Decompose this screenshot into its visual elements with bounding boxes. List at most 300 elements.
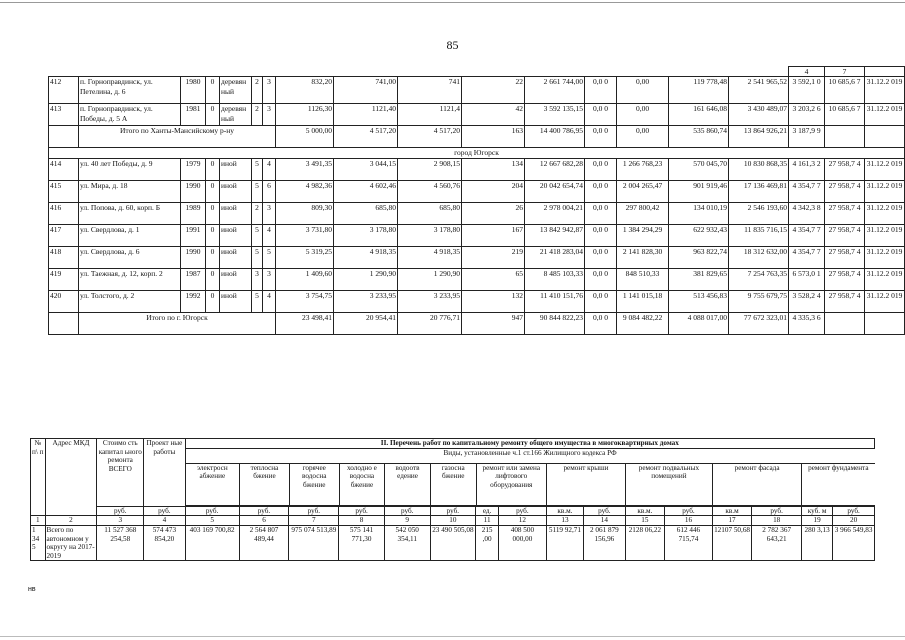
cell-a3: 4 517,20 <box>398 126 462 148</box>
blank-cell <box>49 126 79 148</box>
building-row <box>49 268 905 290</box>
cell-p: 947 <box>462 312 525 334</box>
cell-v2: 11 835 716,15 <box>729 224 789 246</box>
unit-cell: руб. <box>289 506 339 516</box>
total-row-number: 1 34 5 <box>31 525 46 561</box>
cell-f: 3 <box>252 268 263 290</box>
cell-v2: 10 830 868,35 <box>729 158 789 180</box>
total-value-cell: 612 446 715,74 <box>665 525 713 561</box>
cell-v4: 10 685,6 7 <box>825 77 865 104</box>
unit-cell: руб. <box>499 506 547 516</box>
cell-v4: 27 958,7 4 <box>825 290 865 312</box>
cell-num: 418 <box>49 246 79 268</box>
h-hot: горячее водосна бжение <box>289 463 339 505</box>
cell-p: 132 <box>462 290 525 312</box>
cell-mat: деревян ный <box>220 77 252 104</box>
column-numbers-row <box>31 516 875 526</box>
cell-a3: 3 233,95 <box>398 290 462 312</box>
cell-v1: 535 860,74 <box>669 126 729 148</box>
cell-c4: 0 <box>206 104 220 126</box>
cell-v2: 2 546 193,60 <box>729 202 789 224</box>
total-value-cell: 542 050 354,11 <box>384 525 430 561</box>
cell-mat: иной <box>220 268 252 290</box>
column-number-cell: 2 <box>45 516 97 526</box>
cell-v3: 4 354,7 7 <box>789 246 825 268</box>
cell-v3: 4 354,7 7 <box>789 180 825 202</box>
h-el: электросн абжение <box>186 463 240 505</box>
cell-v1: 570 045,70 <box>669 158 729 180</box>
cell-e: 3 <box>263 202 276 224</box>
column-number-cell: 19 <box>802 516 833 526</box>
cell-a3: 741 <box>398 77 462 104</box>
h-drain: водоотв едение <box>385 463 431 505</box>
cell-f: 5 <box>252 180 263 202</box>
cell-a2: 3 044,15 <box>334 158 398 180</box>
section-label: город Югорск <box>49 148 905 158</box>
cell-date: 31.12.2 019 <box>865 224 905 246</box>
cell-mat: иной <box>220 158 252 180</box>
h-cold: холодно е водосна бжение <box>339 463 385 505</box>
cell-date <box>865 312 905 334</box>
unit-cell: руб. <box>144 506 186 516</box>
cell-c4: 0 <box>206 224 220 246</box>
column-number-cell: 3 <box>97 516 144 526</box>
cell-v4: 27 958,7 4 <box>825 268 865 290</box>
cell-v1: 161 646,08 <box>669 104 729 126</box>
cell-z: 0,0 0 <box>585 202 617 224</box>
cell-addr: ул. Свердлова, д. 6 <box>79 246 181 268</box>
cell-z: 0,0 0 <box>585 224 617 246</box>
cell-z2: 2 141 828,30 <box>617 246 669 268</box>
h-roof: ремонт крыши <box>547 463 626 505</box>
column-number-cell: 18 <box>752 516 802 526</box>
total-value-cell: 2 564 807 489,44 <box>239 525 289 561</box>
cell-v3: 3 592,1 0 <box>789 77 825 104</box>
page-footer-mark: нв <box>28 586 36 593</box>
cell-v1: 963 822,74 <box>669 246 729 268</box>
scan-edge-bottom <box>0 636 905 637</box>
unit-cell: руб. <box>239 506 289 516</box>
column-number-cell: 20 <box>833 516 875 526</box>
cell-a3: 685,80 <box>398 202 462 224</box>
cell-addr: п. Горноправдинск, ул. Победы, д. 5 А <box>79 104 181 126</box>
cell-cost: 8 485 103,33 <box>525 268 585 290</box>
column-number-cell: 5 <box>185 516 239 526</box>
column-number-cell: 10 <box>430 516 476 526</box>
h-addr: Адрес МКД <box>45 439 97 516</box>
cell-a2: 1121,40 <box>334 104 398 126</box>
cell-v1: 622 932,43 <box>669 224 729 246</box>
building-row <box>49 224 905 246</box>
cell-v3: 6 573,0 1 <box>789 268 825 290</box>
cell-a3: 20 776,71 <box>398 312 462 334</box>
building-row <box>49 104 905 126</box>
cell-a1: 23 498,41 <box>276 312 334 334</box>
cell-addr: ул. Толстого, д. 2 <box>79 290 181 312</box>
carryover-cell: 4 <box>789 67 825 77</box>
total-value-cell: 2128 06,22 <box>625 525 664 561</box>
total-value-cell: 2 061 879 156,96 <box>584 525 626 561</box>
cell-addr: ул. Таежная, д. 12, корп. 2 <box>79 268 181 290</box>
column-number-cell: 8 <box>339 516 385 526</box>
cell-z2: 1 141 015,18 <box>617 290 669 312</box>
cell-v4: 27 958,7 4 <box>825 158 865 180</box>
cell-date: 31.12.2 019 <box>865 77 905 104</box>
carryover-cell: 7 <box>825 67 865 77</box>
h-facade: ремонт фасада <box>712 463 801 505</box>
total-value-cell: 215 ,00 <box>476 525 499 561</box>
total-value-cell: 5119 92,71 <box>546 525 583 561</box>
cell-f: 2 <box>252 202 263 224</box>
cell-mat: иной <box>220 180 252 202</box>
cell-date <box>865 126 905 148</box>
cell-v2: 2 541 965,52 <box>729 77 789 104</box>
building-row <box>49 202 905 224</box>
cell-c4: 0 <box>206 158 220 180</box>
cell-year: 1987 <box>181 268 206 290</box>
subtotal-label: Итого по г. Югорск <box>79 312 276 334</box>
h-gas: газосна бжение <box>430 463 476 505</box>
cell-v2: 13 864 926,21 <box>729 126 789 148</box>
cell-a3: 4 918,35 <box>398 246 462 268</box>
column-number-cell: 1 <box>31 516 46 526</box>
unit-cell: руб. <box>833 506 875 516</box>
h-lift: ремонт или замена лифтового оборудования <box>476 463 547 505</box>
carryover-blank <box>49 67 789 77</box>
cell-z: 0,0 0 <box>585 246 617 268</box>
unit-cell: руб. <box>665 506 713 516</box>
cell-date: 31.12.2 019 <box>865 158 905 180</box>
cell-c4: 0 <box>206 202 220 224</box>
cell-f: 5 <box>252 290 263 312</box>
building-row <box>49 246 905 268</box>
units-row <box>31 506 875 516</box>
cell-num: 419 <box>49 268 79 290</box>
cell-a1: 3 491,35 <box>276 158 334 180</box>
column-number-cell: 16 <box>665 516 713 526</box>
cell-v4: 27 958,7 4 <box>825 246 865 268</box>
cell-v4 <box>825 126 865 148</box>
cell-c4: 0 <box>206 290 220 312</box>
cell-c4: 0 <box>206 77 220 104</box>
table2-title: II. Перечень работ по капитальному ремонту общего имущества в многоквартирных домах <box>185 439 874 448</box>
cell-cost: 11 410 151,76 <box>525 290 585 312</box>
column-number-cell: 12 <box>499 516 547 526</box>
cell-e: 4 <box>263 290 276 312</box>
unit-cell: ед. <box>476 506 499 516</box>
column-number-cell: 14 <box>584 516 626 526</box>
cell-v1: 381 829,65 <box>669 268 729 290</box>
cell-z2: 0,00 <box>617 126 669 148</box>
column-number-cell: 13 <box>546 516 583 526</box>
cell-v4: 10 685,6 7 <box>825 104 865 126</box>
cell-v3: 4 354,7 7 <box>789 224 825 246</box>
cell-addr: ул. 40 лет Победы, д. 9 <box>79 158 181 180</box>
cell-date: 31.12.2 019 <box>865 268 905 290</box>
cell-cost: 13 842 942,87 <box>525 224 585 246</box>
cell-a1: 3 731,80 <box>276 224 334 246</box>
cell-addr: ул. Попова, д. 60, корп. Б <box>79 202 181 224</box>
cell-date: 31.12.2 019 <box>865 180 905 202</box>
cell-a3: 1121,4 <box>398 104 462 126</box>
cell-z: 0,0 0 <box>585 290 617 312</box>
subtotal-row <box>49 312 905 334</box>
column-number-cell: 9 <box>384 516 430 526</box>
unit-cell: руб. <box>97 506 144 516</box>
cell-v3: 4 161,3 2 <box>789 158 825 180</box>
cell-z2: 1 266 768,23 <box>617 158 669 180</box>
cell-v2: 18 312 632,00 <box>729 246 789 268</box>
cell-p: 167 <box>462 224 525 246</box>
cell-f: 5 <box>252 246 263 268</box>
cell-v1: 134 010,19 <box>669 202 729 224</box>
h-num: № п\ п <box>31 439 46 516</box>
cell-mat: деревян ный <box>220 104 252 126</box>
building-row <box>49 158 905 180</box>
total-value-cell: 975 074 513,89 <box>289 525 339 561</box>
cell-v1: 513 456,83 <box>669 290 729 312</box>
cell-cost: 3 592 135,15 <box>525 104 585 126</box>
cell-a1: 832,20 <box>276 77 334 104</box>
building-row <box>49 77 905 104</box>
cell-a2: 4 602,46 <box>334 180 398 202</box>
unit-cell: руб. <box>430 506 476 516</box>
cell-a3: 1 290,90 <box>398 268 462 290</box>
cell-a2: 741,00 <box>334 77 398 104</box>
cell-p: 204 <box>462 180 525 202</box>
cell-mat: иной <box>220 246 252 268</box>
column-number-cell: 11 <box>476 516 499 526</box>
repair-works-table <box>30 438 875 561</box>
unit-cell: руб. <box>584 506 626 516</box>
total-value-cell: 2 782 367 643,21 <box>752 525 802 561</box>
scan-edge-top <box>0 2 905 3</box>
cell-date: 31.12.2 019 <box>865 290 905 312</box>
h-base: ремонт подвальных помещений <box>625 463 712 505</box>
cell-v2: 17 136 469,81 <box>729 180 789 202</box>
cell-year: 1992 <box>181 290 206 312</box>
h-found: ремонт фундамента <box>802 463 875 505</box>
cell-v3: 3 528,2 4 <box>789 290 825 312</box>
kinds-header: Виды, установленные ч.1 ст.166 Жилищного кодекса РФ <box>186 448 875 463</box>
cell-c4: 0 <box>206 180 220 202</box>
h-cost: Стоимо сть капитал ьного ремонта ВСЕГО <box>97 439 144 507</box>
total-value-cell: 574 473 854,20 <box>144 525 186 561</box>
unit-cell: кв.м. <box>625 506 664 516</box>
cell-a2: 685,80 <box>334 202 398 224</box>
column-number-cell: 6 <box>239 516 289 526</box>
works-kind-subtable <box>186 448 875 506</box>
cell-a1: 1 409,60 <box>276 268 334 290</box>
blank-cell <box>49 312 79 334</box>
building-row <box>49 180 905 202</box>
cell-v1: 901 919,46 <box>669 180 729 202</box>
cell-f: 2 <box>252 77 263 104</box>
cell-z: 0,0 0 <box>585 268 617 290</box>
subtotal-row <box>49 126 905 148</box>
h-heat: теплосна бжение <box>240 463 290 505</box>
cell-p: 134 <box>462 158 525 180</box>
cell-v1: 119 778,48 <box>669 77 729 104</box>
cell-f: 2 <box>252 104 263 126</box>
cell-a1: 809,30 <box>276 202 334 224</box>
total-row-label: Всего по автономном у округу на 2017-2019 <box>45 525 97 561</box>
cell-num: 416 <box>49 202 79 224</box>
cell-addr: п. Горноправдинск, ул. Петелина, д. 6 <box>79 77 181 104</box>
cell-z2: 1 384 294,29 <box>617 224 669 246</box>
cell-mat: иной <box>220 290 252 312</box>
cell-e: 6 <box>263 180 276 202</box>
cell-v3: 3 187,9 9 <box>789 126 825 148</box>
cell-a1: 5 000,00 <box>276 126 334 148</box>
cell-p: 163 <box>462 126 525 148</box>
cell-cost: 2 661 744,00 <box>525 77 585 104</box>
total-value-cell: 12107 50,68 <box>712 525 751 561</box>
cell-z: 0,0 0 <box>585 158 617 180</box>
cell-e: 3 <box>263 104 276 126</box>
cell-z2: 2 004 265,47 <box>617 180 669 202</box>
cell-year: 1990 <box>181 180 206 202</box>
total-row <box>31 525 875 561</box>
page-number: 85 <box>446 38 459 52</box>
cell-e: 3 <box>263 77 276 104</box>
cell-z: 0,0 0 <box>585 77 617 104</box>
cell-z2: 297 800,42 <box>617 202 669 224</box>
cell-a2: 3 233,95 <box>334 290 398 312</box>
unit-cell: руб. <box>185 506 239 516</box>
cell-f: 5 <box>252 158 263 180</box>
total-value-cell: 575 141 771,30 <box>339 525 385 561</box>
cell-z2: 848 510,33 <box>617 268 669 290</box>
unit-cell: кв.м. <box>546 506 583 516</box>
cell-v1: 4 088 017,00 <box>669 312 729 334</box>
cell-a2: 20 954,41 <box>334 312 398 334</box>
cell-date: 31.12.2 019 <box>865 246 905 268</box>
cell-p: 26 <box>462 202 525 224</box>
total-value-cell: 3 966 549,83 <box>833 525 875 561</box>
cell-z: 0,0 0 <box>585 180 617 202</box>
cell-year: 1981 <box>181 104 206 126</box>
total-value-cell: 280 3,13 <box>802 525 833 561</box>
column-number-cell: 15 <box>625 516 664 526</box>
cell-mat: иной <box>220 224 252 246</box>
cell-z2: 0,00 <box>617 104 669 126</box>
cell-cost: 21 418 283,04 <box>525 246 585 268</box>
cell-p: 219 <box>462 246 525 268</box>
cell-p: 42 <box>462 104 525 126</box>
cell-v2: 3 430 489,07 <box>729 104 789 126</box>
column-number-cell: 4 <box>144 516 186 526</box>
cell-date: 31.12.2 019 <box>865 104 905 126</box>
cell-e: 5 <box>263 246 276 268</box>
cell-v2: 9 755 679,75 <box>729 290 789 312</box>
cell-v2: 77 672 323,01 <box>729 312 789 334</box>
section-row <box>49 148 905 158</box>
cell-year: 1990 <box>181 246 206 268</box>
cell-a2: 4 517,20 <box>334 126 398 148</box>
carryover-row <box>49 67 905 77</box>
total-value-cell: 11 527 368 254,58 <box>97 525 144 561</box>
cell-v2: 7 254 763,35 <box>729 268 789 290</box>
cell-z: 0,0 0 <box>585 312 617 334</box>
cell-num: 420 <box>49 290 79 312</box>
cell-e: 4 <box>263 224 276 246</box>
cell-num: 417 <box>49 224 79 246</box>
cell-z: 0,0 0 <box>585 126 617 148</box>
cell-a1: 1126,30 <box>276 104 334 126</box>
cell-a1: 4 982,36 <box>276 180 334 202</box>
total-value-cell: 23 490 505,08 <box>430 525 476 561</box>
cell-year: 1980 <box>181 77 206 104</box>
cell-z: 0,0 0 <box>585 104 617 126</box>
unit-cell: куб. м <box>802 506 833 516</box>
cell-c4: 0 <box>206 246 220 268</box>
cell-c4: 0 <box>206 268 220 290</box>
cell-a2: 3 178,80 <box>334 224 398 246</box>
cell-year: 1989 <box>181 202 206 224</box>
unit-cell: кв.м <box>712 506 751 516</box>
cell-z2: 9 084 482,22 <box>617 312 669 334</box>
cell-mat: иной <box>220 202 252 224</box>
column-number-cell: 7 <box>289 516 339 526</box>
cell-cost: 20 042 654,74 <box>525 180 585 202</box>
cell-v4: 27 958,7 4 <box>825 202 865 224</box>
total-value-cell: 403 169 700,82 <box>185 525 239 561</box>
cell-year: 1979 <box>181 158 206 180</box>
cell-addr: ул. Мира, д. 18 <box>79 180 181 202</box>
column-number-cell: 17 <box>712 516 751 526</box>
cell-p: 22 <box>462 77 525 104</box>
building-row <box>49 290 905 312</box>
cell-z2: 0,00 <box>617 77 669 104</box>
buildings-table <box>48 66 905 335</box>
cell-v4 <box>825 312 865 334</box>
cell-a2: 4 918,35 <box>334 246 398 268</box>
cell-num: 414 <box>49 158 79 180</box>
cell-e: 3 <box>263 268 276 290</box>
cell-a1: 5 319,25 <box>276 246 334 268</box>
cell-cost: 12 667 682,28 <box>525 158 585 180</box>
cell-num: 415 <box>49 180 79 202</box>
cell-num: 413 <box>49 104 79 126</box>
cell-v4: 27 958,7 4 <box>825 224 865 246</box>
cell-e: 4 <box>263 158 276 180</box>
cell-f: 5 <box>252 224 263 246</box>
total-value-cell: 408 500 000,00 <box>499 525 547 561</box>
cell-cost: 2 978 004,21 <box>525 202 585 224</box>
carryover-cell <box>865 67 905 77</box>
cell-v3: 4 335,3 6 <box>789 312 825 334</box>
cell-cost: 90 844 822,23 <box>525 312 585 334</box>
cell-cost: 14 400 786,95 <box>525 126 585 148</box>
cell-v3: 4 342,3 8 <box>789 202 825 224</box>
cell-a2: 1 290,90 <box>334 268 398 290</box>
cell-addr: ул. Свердлова, д. 1 <box>79 224 181 246</box>
h-proj: Проект ные работы <box>144 439 186 507</box>
unit-cell: руб. <box>339 506 385 516</box>
cell-date: 31.12.2 019 <box>865 202 905 224</box>
unit-cell: руб. <box>752 506 802 516</box>
cell-a3: 3 178,80 <box>398 224 462 246</box>
subtotal-label: Итого по Ханты-Мансийскому р-ну <box>79 126 276 148</box>
cell-year: 1991 <box>181 224 206 246</box>
cell-v4: 27 958,7 4 <box>825 180 865 202</box>
cell-num: 412 <box>49 77 79 104</box>
unit-cell: руб. <box>384 506 430 516</box>
cell-v3: 3 203,2 6 <box>789 104 825 126</box>
cell-a1: 3 754,75 <box>276 290 334 312</box>
cell-p: 65 <box>462 268 525 290</box>
